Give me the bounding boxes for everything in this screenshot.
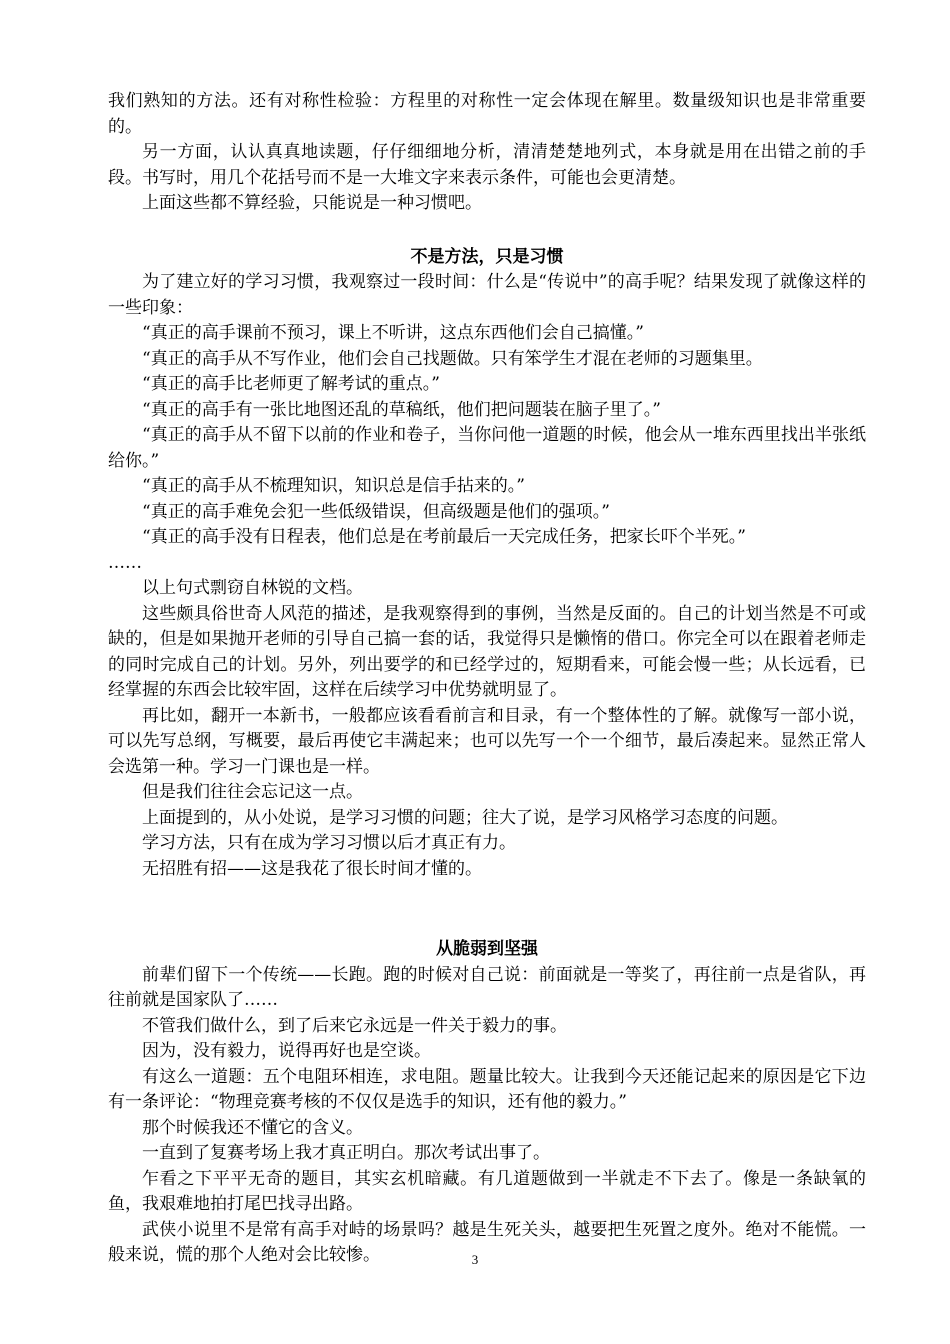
paragraph: 乍看之下平平无奇的题目，其实玄机暗藏。有几道题做到一半就走不下去了。像是一条缺氧的鱼，我艰难地拍打尾巴找寻出路。	[108, 1168, 866, 1214]
section-heading: 从脆弱到坚强	[436, 939, 538, 959]
paragraph: 另一方面，认认真真地读题，仔仔细细地分析，清清楚楚地列式，本身就是用在出错之前的手段。书写时，用几个花括号而不是一大堆文字来表示条件，可能也会更清楚。	[108, 142, 866, 188]
paragraph: 上面这些都不算经验，只能说是一种习惯吧。	[142, 193, 482, 213]
paragraph: 为了建立好的学习习惯，我观察过一段时间：什么是“传说中”的高手呢？结果发现了就像这样的一些印象：	[108, 272, 866, 318]
paragraph: 一直到了复赛考场上我才真正明白。那次考试出事了。	[142, 1143, 550, 1163]
quote-paragraph: “真正的高手课前不预习，课上不听讲，这点东西他们会自己搞懂。”	[142, 323, 644, 343]
ellipsis-line: ……	[108, 552, 142, 573]
quote-paragraph: “真正的高手难免会犯一些低级错误，但高级题是他们的强项。”	[142, 501, 610, 522]
paragraph: 无招胜有招——这是我花了很长时间才懂的。	[142, 858, 482, 879]
paragraph: 再比如，翻开一本新书，一般都应该看看前言和目录，有一个整体性的了解。就像写一部小说，可以先写总纲，写概要，最后再使它丰满起来；也可以先写一个一个细节，最后凑起来。显然正常人会选第一种。学习一门课也是一样。	[108, 705, 866, 777]
section-spacer	[108, 217, 866, 245]
section-spacer	[108, 882, 866, 937]
paragraph: 上面提到的，从小处说，是学习习惯的问题；往大了说，是学习风格学习态度的问题。	[142, 807, 788, 828]
paragraph: 武侠小说里不是常有高手对峙的场景吗？越是生死关头，越要把生死置之度外。绝对不能慌。一般来说，慌的那个人绝对会比较惨。	[108, 1219, 866, 1265]
paragraph: 不管我们做什么，到了后来它永远是一件关于毅力的事。	[142, 1015, 567, 1036]
page-body	[108, 89, 866, 1269]
paragraph: 因为，没有毅力，说得再好也是空谈。	[142, 1041, 431, 1061]
quote-paragraph: “真正的高手没有日程表，他们总是在考前最后一天完成任务，把家长吓个半死。”	[142, 527, 746, 547]
paragraph: 那个时候我还不懂它的含义。	[142, 1117, 363, 1138]
paragraph: 但是我们往往会忘记这一点。	[142, 782, 363, 802]
quote-paragraph: “真正的高手从不留下以前的作业和卷子，当你问他一道题的时候，他会从一堆东西里找出半张纸给你。”	[108, 425, 866, 471]
section-heading: 不是方法，只是习惯	[410, 246, 564, 267]
paragraph: 我们熟知的方法。还有对称性检验：方程里的对称性一定会体现在解里。数量级知识也是非常重要的。	[108, 91, 866, 137]
quote-paragraph: “真正的高手从不写作业，他们会自己找题做。只有笨学生才混在老师的习题集里。	[142, 348, 763, 369]
paragraph: 有这么一道题：五个电阻环相连，求电阻。题量比较大。让我到今天还能记起来的原因是它下边有一条评论：“物理竞赛考核的不仅仅是选手的知识，还有他的毅力。”	[108, 1066, 866, 1112]
page-number: 3	[471, 1252, 479, 1267]
paragraph: 这些颇具俗世奇人风范的描述，是我观察得到的事例，当然是反面的。自己的计划当然是不可或缺的，但是如果抛开老师的引导自己搞一套的话，我觉得只是懒惰的借口。你完全可以在跟着老师走的同时完成自己的计划。另外，列出要学的和已经学过的，短期看来，可能会慢一些；从长远看，已经掌握的东西会比较牢固，这样在后续学习中优势就明显了。	[108, 603, 866, 700]
paragraph: 前辈们留下一个传统——长跑。跑的时候对自己说：前面就是一等奖了，再往前一点是省队，再往前就是国家队了……	[108, 964, 866, 1010]
paragraph: 学习方法，只有在成为学习习惯以后才真正有力。	[142, 833, 516, 853]
quote-paragraph: “真正的高手有一张比地图还乱的草稿纸，他们把问题装在脑子里了。”	[142, 399, 661, 420]
paragraph: 以上句式剽窃自林锐的文档。	[142, 578, 363, 598]
quote-paragraph: “真正的高手从不梳理知识，知识总是信手拈来的。”	[142, 476, 525, 496]
quote-paragraph: “真正的高手比老师更了解考试的重点。”	[142, 374, 440, 394]
